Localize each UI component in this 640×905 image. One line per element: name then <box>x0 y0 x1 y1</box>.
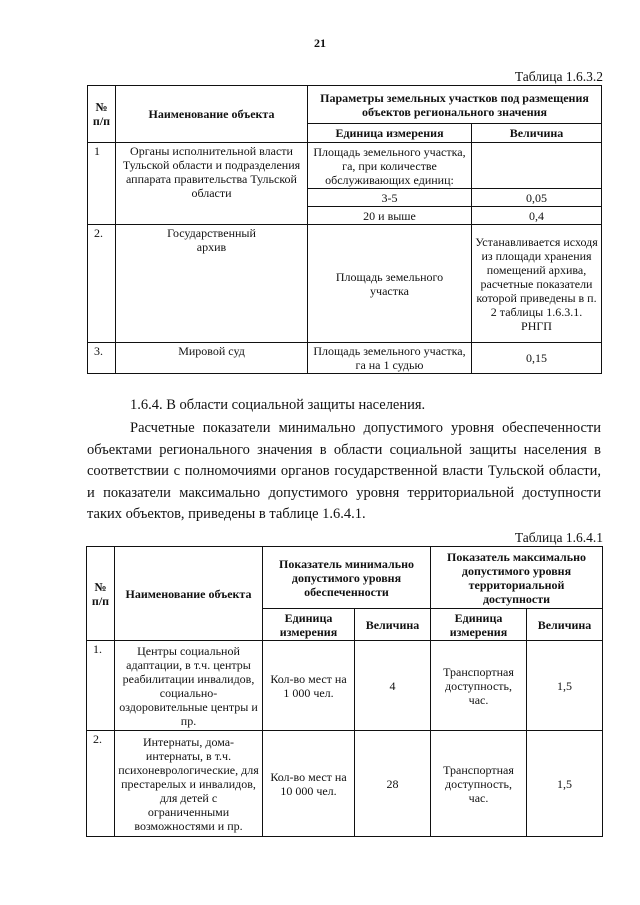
unit-cell: 3-5 <box>308 189 472 207</box>
max-unit-cell: Транспортная доступность, час. <box>431 731 527 837</box>
section-paragraph: Расчетные показатели минимально допустимого уровня обеспеченности объектами регионального значения в области социальной защиты населения в соответствии с полномочиями органов государственной власти Тульской области, и показатели максимально допустимого уровня территориальной доступности таких объектов, приведены в таблице 1.6.4.1. <box>87 420 601 522</box>
min-value-cell: 28 <box>355 731 431 837</box>
object-name: Органы исполнительной власти Тульской области и подразделения аппарата правительства Тульской области <box>116 143 308 225</box>
unit-cell: 20 и выше <box>308 207 472 225</box>
table-row <box>88 225 602 343</box>
object-name: Государственный архив <box>116 225 308 343</box>
table-caption: Таблица 1.6.3.2 <box>514 69 603 84</box>
max-value-cell: 1,5 <box>527 641 603 731</box>
unit-cell: Площадь земельного участка <box>308 225 472 343</box>
header-max-accessibility: Показатель максимально допустимого уровня территориальной доступности <box>431 547 603 609</box>
max-value-cell: 1,5 <box>527 731 603 837</box>
row-number: 1 <box>88 143 116 225</box>
value-cell: Устанавливается исходя из площади хранения помещений архива, расчетные показатели которой приведены в п. 2 таблицы 1.6.3.1. РНГП <box>472 225 602 343</box>
value-cell: 0,05 <box>472 189 602 207</box>
header-object-name: Наименование объекта <box>116 86 308 143</box>
unit-cell: Площадь земельного участка, га, при количестве обслуживающих единиц: <box>308 143 472 189</box>
value-cell-empty <box>472 143 602 189</box>
row-number: 2. <box>88 225 116 343</box>
table-row <box>88 343 602 374</box>
header-value: Величина <box>527 609 603 641</box>
table-row <box>88 143 602 189</box>
table-row <box>87 641 603 731</box>
object-name: Интернаты, дома-интернаты, в т.ч. психоневрологические, для престарелых и инвалидов, для детей с ограниченными возможностями и пр. <box>115 731 263 837</box>
header-unit: Единица измерения <box>308 124 472 143</box>
min-value-cell: 4 <box>355 641 431 731</box>
page-number: 21 <box>314 36 326 50</box>
object-name: Мировой суд <box>116 343 308 374</box>
row-number: 2. <box>87 731 115 837</box>
social-protection-table <box>86 546 603 837</box>
header-unit: Единица измерения <box>263 609 355 641</box>
header-number: № п/п <box>88 86 116 143</box>
table-row <box>87 731 603 837</box>
table-caption: Таблица 1.6.4.1 <box>514 530 603 545</box>
header-object-name: Наименование объекта <box>115 547 263 641</box>
land-parameters-table <box>87 85 602 374</box>
row-number: 1. <box>87 641 115 731</box>
header-unit: Единица измерения <box>431 609 527 641</box>
value-cell: 0,15 <box>472 343 602 374</box>
header-min-provision: Показатель минимально допустимого уровня обеспеченности <box>263 547 431 609</box>
min-unit-cell: Кол-во мест на 10 000 чел. <box>263 731 355 837</box>
object-name: Центры социальной адаптации, в т.ч. центры реабилитации инвалидов, социально-оздоровительные центры и пр. <box>115 641 263 731</box>
section-heading: 1.6.4. В области социальной защиты населения. <box>130 397 426 413</box>
header-land-parameters: Параметры земельных участков под размещения объектов регионального значения <box>308 86 602 124</box>
unit-cell: Площадь земельного участка, га на 1 судью <box>308 343 472 374</box>
max-unit-cell: Транспортная доступность, час. <box>431 641 527 731</box>
header-value: Величина <box>472 124 602 143</box>
row-number: 3. <box>88 343 116 374</box>
min-unit-cell: Кол-во мест на 1 000 чел. <box>263 641 355 731</box>
header-number: № п/п <box>87 547 115 641</box>
header-value: Величина <box>355 609 431 641</box>
value-cell: 0,4 <box>472 207 602 225</box>
